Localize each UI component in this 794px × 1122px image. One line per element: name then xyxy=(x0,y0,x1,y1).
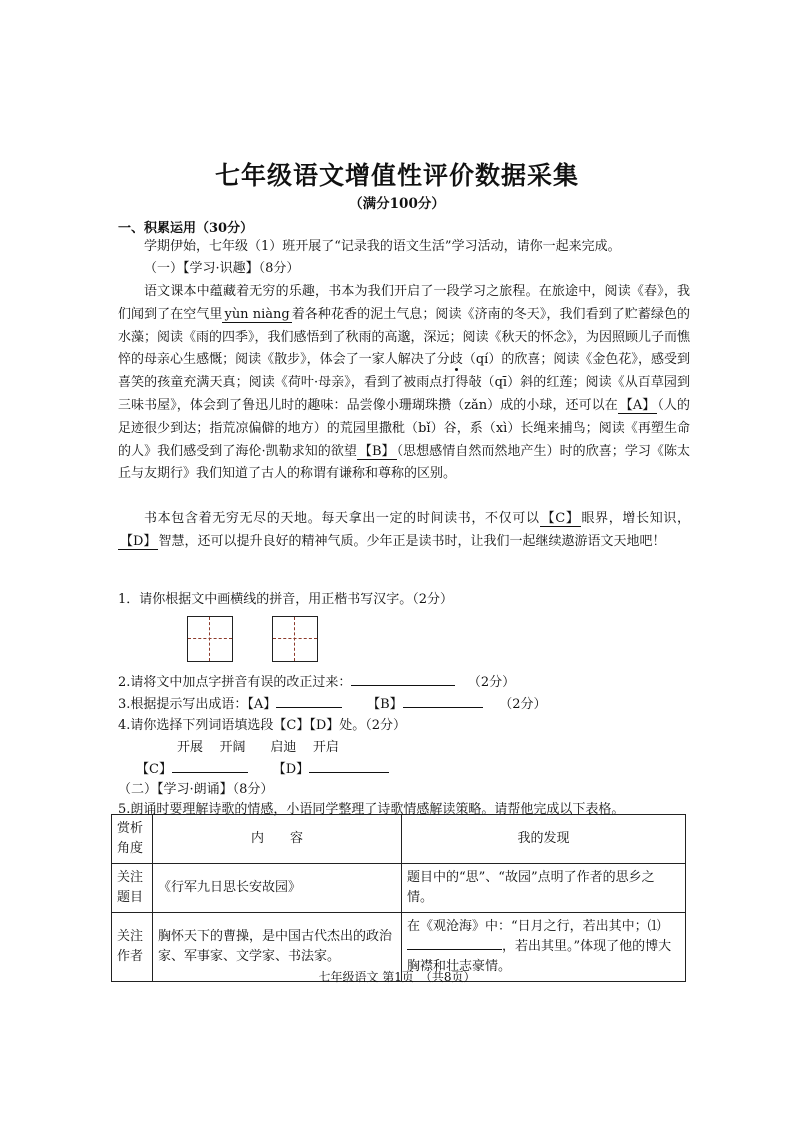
table-cell: 在《观沧海》中：“日月之行，若出其中；⑴，若出其里。”体现了他的博大胸襟和壮志豪情。 xyxy=(402,913,686,982)
part2-title: （二）【学习·朗诵】（8分） xyxy=(118,782,274,797)
table-cell: 关注题目 xyxy=(112,864,153,913)
blank-b: 【B】 xyxy=(358,443,395,459)
writing-box-2[interactable] xyxy=(272,616,318,662)
table-cell: 胸怀天下的曹操，是中国古代杰出的政治家、军事家、文学家、书法家。 xyxy=(153,913,402,982)
word-choices: 开展 开阔 启迪 开启 xyxy=(177,740,339,755)
dotted-char: 歧 xyxy=(449,352,463,368)
table-row xyxy=(112,864,686,913)
answer-blank-a[interactable] xyxy=(276,695,342,708)
reading-passage: 语文课本中蕴藏着无穷的乐趣，书本为我们开启了一段学习之旅程。在旅途中，阅读《春》，我们闻到了在空气里 yùn niàng 着各种花香的泥土气息；阅读《济南的冬天》，我们看到了贮蓄绿色的水藻；阅读《雨的四季》，我们感悟到了秋雨的高邈，深远；阅读《秋天的怀念》，为因照顾儿子而憔悴的母亲心生感慨；阅读《散步》，体会了一家人解决了分歧（qí）的欣喜；阅读《金色花》，感受到喜笑的孩童充满天真；阅读《荷叶·母亲》，看到了被雨点打得敧（qī）斜的红莲；阅读《从百草园到三味书屋》，体会到了鲁迅儿时的趣味：品尝像小珊瑚珠攒（zǎn）成的小球，还可以在 【A】 （人的足迹很少到达；指荒凉偏僻的地方）的荒园里撒秕（bǐ）谷，系（xì）长绳来捕鸟；阅读《再塑生命的人》我们感受到了海伦·凯勒求知的欲望 【B】 （思想感情自然而然地产生）时的欣喜；学习《陈太丘与友期行》我们知道了古人的称谓有谦称和尊称的区别。 xyxy=(118,284,691,482)
answer-blank-c[interactable] xyxy=(172,760,248,773)
table-header-row xyxy=(112,815,686,864)
section-heading: 一、积累运用（30分） xyxy=(118,221,254,236)
page-footer: 七年级语文 第1页 （共8页） xyxy=(318,970,476,984)
blank-d: 【D】 xyxy=(120,533,157,549)
question-4: 4.请你选择下列词语填选段【C】【D】处。（2分） xyxy=(118,718,407,733)
answer-blank-2[interactable] xyxy=(351,673,455,686)
question-1: 1．请你根据文中画横线的拼音，用正楷书写汉字。（2分） xyxy=(118,592,454,607)
answer-blank-table[interactable] xyxy=(407,937,502,950)
table-cell: 《行军九日思长安故园》 xyxy=(153,864,402,913)
part1-title: （一）【学习·识趣】（8分） xyxy=(144,261,300,276)
table-header-cell: 赏析角度 xyxy=(112,815,153,864)
table-cell: 关注作者 xyxy=(112,913,153,982)
answer-blank-b[interactable] xyxy=(403,695,483,708)
question-5: 5.朗诵时要理解诗歌的情感，小语同学整理了诗歌情感解读策略。请帮他完成以下表格。 xyxy=(118,802,625,817)
reading-passage-2: 书本包含着无穷无尽的天地。每天拿出一定的时间读书，不仅可以 【C】 眼界，增长知识，【D】 智慧，还可以提升良好的精神气质。少年正是读书时，让我们一起继续遨游语文天地吧！ xyxy=(120,511,690,549)
intro-paragraph: 学期伊始，七年级（1）班开展了“记录我的语文生活”学习活动，请你一起来完成。 xyxy=(144,239,621,254)
question-4-answers: 【C】 【D】 xyxy=(136,758,389,777)
answer-blank-d[interactable] xyxy=(309,760,389,773)
blank-a: 【A】 xyxy=(619,397,656,413)
analysis-table xyxy=(111,814,686,982)
table-cell: 题目中的“思”、“故园”点明了作者的思乡之情。 xyxy=(402,864,686,913)
writing-box-1[interactable] xyxy=(187,616,233,662)
table-header-cell: 内 容 xyxy=(153,815,402,864)
page-subtitle: （满分100分） xyxy=(349,196,445,212)
pinyin-underline: yùn niàng xyxy=(224,306,290,322)
table-header-cell: 我的发现 xyxy=(402,815,686,864)
question-2: 2.请将文中加点字拼音有误的改正过来： （2分） xyxy=(118,675,516,690)
blank-c: 【C】 xyxy=(541,511,580,526)
page-title: 七年级语文增值性评价数据采集 xyxy=(214,161,579,190)
question-3: 3.根据提示写出成语：【A】 【B】 （2分） xyxy=(118,697,547,712)
